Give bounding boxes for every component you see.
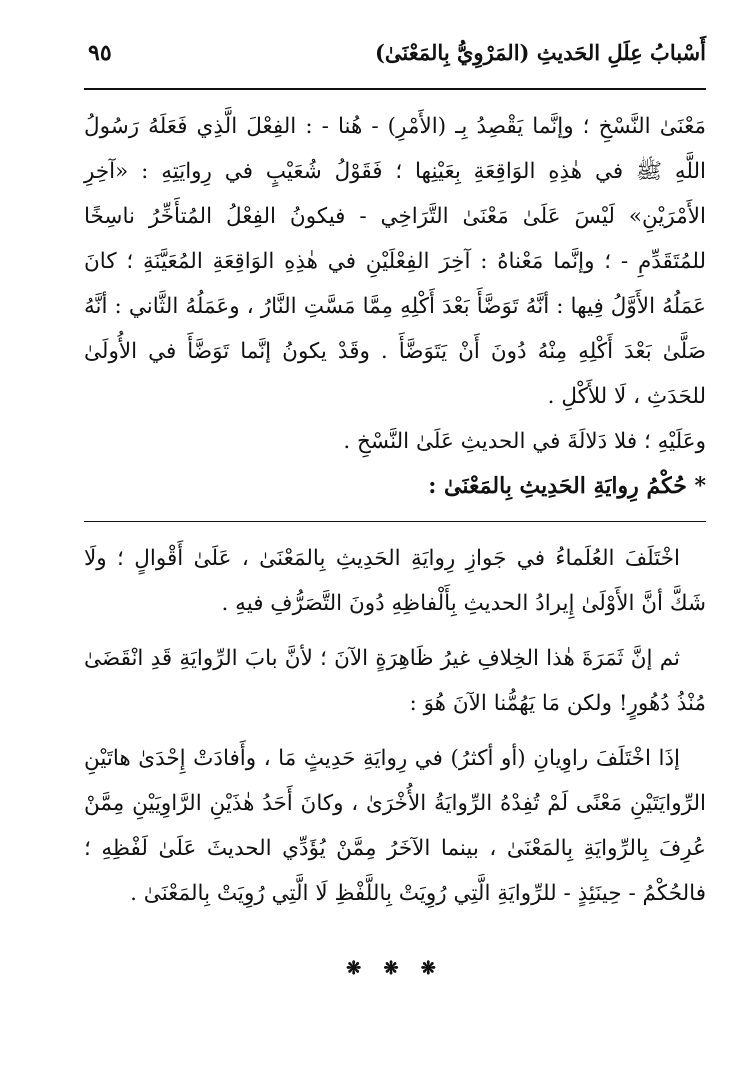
paragraph-fruit-of-dispute: ثم إنَّ ثَمَرَةَ هٰذا الخِلافِ غيرُ ظَاهِرَةٍ الآنَ ؛ لأنَّ بابَ الرِّوايَةِ قَدِ انْقَضَىٰ مُنْذُ دُهُورٍ! ولكن مَا يَهُمُّنا الآنَ هُوَ : [84,646,706,716]
paragraph-ruling: إذَا اخْتَلَفَ راوِيانِ (أو أكثرُ) في رِوايَةِ حَدِيثٍ مَا ، وأَفادَتْ إِحْدَىٰ هاتَيْنِ الرِّوايَتَيْنِ مَعْنًى لَمْ تُفِدْهُ الرِّوايَةُ الأُخْرَىٰ ، وكانَ أَحَدُ هٰذَيْنِ الرَّاوِيَيْنِ مِمَّنْ عُرِفَ بِالرِّوايَةِ بِالمَعْنَىٰ ، بينما الآخَرُ مِمَّنْ يُؤَدِّي الحديثَ عَلَىٰ لَفْظِهِ ؛ فالحُكْمُ - حِينَئِذٍ - للرِّوايَةِ الَّتِي رُوِيَتْ بِاللَّفْظِ لَا الَّتِي رُوِيَتْ بِالمَعْنَىٰ . [84,746,706,906]
paragraph-continuation: مَعْنَىٰ النَّسْخِ ؛ وإنَّما يَقْصِدُ بِـ (الأَمْرِ) - هُنا - : الفِعْلَ الَّذِي فَعَلَهُ رَسُولُ اللَّهِ ﷺ في هٰذِهِ الوَاقِعَةِ بِعَيْنِها ؛ فَقَوْلُ شُعَيْبٍ في رِوايَتِهِ : «آخِرِ الأَمْرَيْنِ» لَيْسَ عَلَىٰ مَعْنَىٰ التَّرَاخِي - فيكونُ الفِعْلُ المُتأَخِّرُ ناسِخًا للمُتَقَدِّمِ - ؛ وإنَّما مَعْناهُ : آخِرَ الفِعْلَيْنِ في هٰذِهِ الوَاقِعَةِ المُعَيَّنَةِ ؛ كانَ عَمَلُهُ الأَوَّلُ فِيها : أنَّهُ تَوَضَّأَ بَعْدَ أَكْلِهِ مِمَّا مَسَّتِ النَّارُ ، وعَمَلُهُ الثَّاني : أنَّهُ صَلَّىٰ بَعْدَ أَكْلِهِ مِنْهُ دُونَ أَنْ يَتَوَضَّأَ . وقَدْ يكونُ إنَّما تَوَضَّأَ في الأُولَىٰ للحَدَثِ ، لَا للأَكْلِ . [84,114,706,409]
page-body [84,104,706,916]
page-header [84,36,706,82]
page-number: ٩٥ [88,40,112,66]
section-end-ornament: ❋ ❋ ❋ [346,958,444,979]
running-title: أَسْبابُ عِلَلِ الحَديثِ (المَرْوِيُّ بِالمَعْنَىٰ) [374,40,706,65]
paragraph-scholars-dispute: اخْتَلَفَ العُلَماءُ في جَوازِ رِوايَةِ الحَدِيثِ بِالمَعْنَىٰ ، عَلَىٰ أَقْوالٍ ؛ ولَا شَكَّ أنَّ الأَوْلَىٰ إِيرادُ الحديثِ بِأَلْفاظِهِ دُونَ التَّصَرُّفِ فيهِ . [84,546,706,616]
paragraph-conclusion: وعَلَيْهِ ؛ فلا دَلالَةَ في الحديثِ عَلَىٰ النَّسْخِ . [343,429,706,454]
header-divider [84,88,706,90]
section-divider [84,521,706,522]
section-heading: * حُكْمُ رِوايَةِ الحَدِيثِ بِالمَعْنَىٰ : [428,473,706,499]
